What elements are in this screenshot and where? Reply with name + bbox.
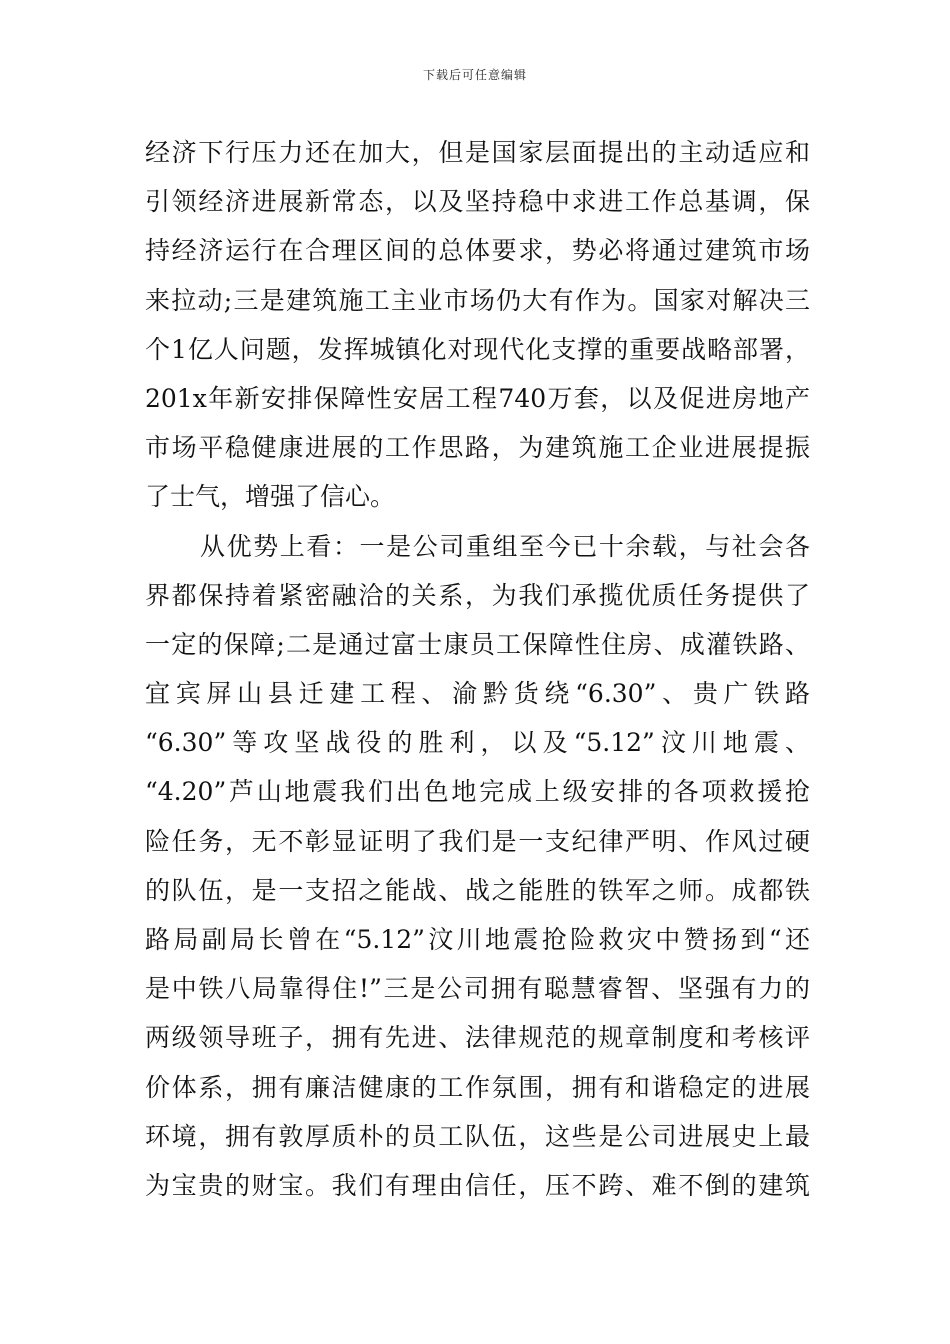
document-body [145, 128, 810, 1210]
text-line: 路局副局长曾在“5.12”汶川地震抢险救灾中赞扬到“还 [145, 925, 810, 954]
text-line: 201x年新安排保障性安居工程740万套，以及促进房地产 [145, 383, 810, 413]
text-line: 一定的保障;二是通过富士康员工保障性住房、成灌铁路、 [145, 629, 810, 659]
text-line: 界都保持着紧密融洽的关系，为我们承揽优质任务提供了 [145, 580, 810, 610]
page-header: 下载后可任意编辑 [422, 68, 527, 82]
text-line: 险任务，无不彰显证明了我们是一支纪律严明、作风过硬 [145, 826, 810, 856]
text-line: 是中铁八局靠得住!”三是公司拥有聪慧睿智、坚强有力的 [145, 974, 810, 1004]
text-line: 两级领导班子，拥有先进、法律规范的规章制度和考核评 [145, 1023, 810, 1053]
text-line: “6.30”等攻坚战役的胜利，以及“5.12”汶川地震、 [145, 728, 810, 758]
text-line: 来拉动;三是建筑施工主业市场仍大有作为。国家对解决三 [145, 285, 810, 315]
paragraph-2 [145, 522, 810, 1211]
text-line: 价体系，拥有廉洁健康的工作氛围，拥有和谐稳定的进展 [145, 1072, 810, 1102]
text-line: 从优势上看：一是公司重组至今已十余载，与社会各 [200, 531, 810, 561]
text-line: 的队伍，是一支招之能战、战之能胜的铁军之师。成都铁 [145, 875, 810, 905]
text-line: 为宝贵的财宝。我们有理由信任，压不跨、难不倒的建筑 [145, 1170, 810, 1200]
text-line: 宜宾屏山县迁建工程、渝黔货绕“6.30”、贵广铁路 [145, 679, 810, 709]
text-line: 环境，拥有敦厚质朴的员工队伍，这些是公司进展史上最 [145, 1121, 810, 1151]
text-line: 持经济运行在合理区间的总体要求，势必将通过建筑市场 [145, 236, 810, 266]
text-line: 市场平稳健康进展的工作思路，为建筑施工企业进展提振 [145, 433, 810, 463]
text-line: 引领经济进展新常态，以及坚持稳中求进工作总基调，保 [145, 187, 810, 217]
text-line: 了士气，增强了信心。 [145, 482, 396, 512]
text-line: “4.20”芦山地震我们出色地完成上级安排的各项救援抢 [145, 777, 810, 807]
text-line: 个1亿人问题，发挥城镇化对现代化支撑的重要战略部署， [145, 334, 810, 364]
text-line: 经济下行压力还在加大，但是国家层面提出的主动适应和 [145, 138, 810, 167]
paragraph-1 [145, 128, 810, 522]
